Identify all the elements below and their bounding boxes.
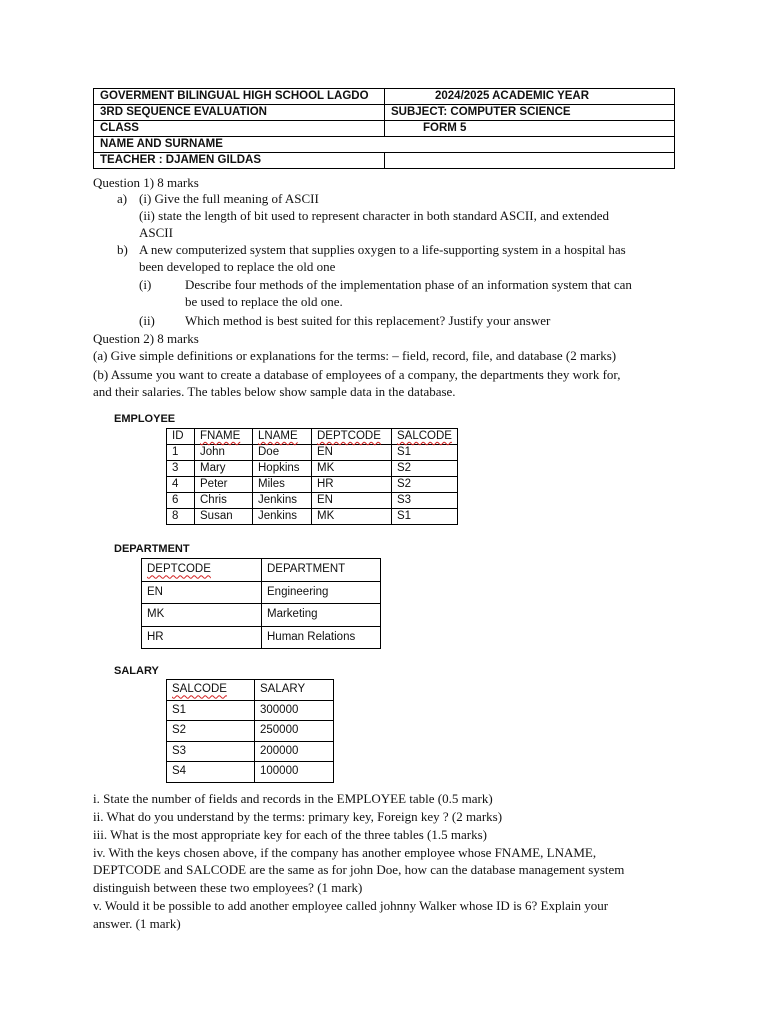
q2-b-line1: (b) Assume you want to create a database of employees of a company, the departments they work for, [93,367,621,382]
table-cell: Marketing [262,604,381,627]
teacher-blank [385,153,675,169]
question1-title: Question 1) 8 marks [93,175,199,190]
department-table-label: DEPARTMENT [114,543,190,555]
table-row [167,721,334,742]
table-header-row [142,559,381,582]
column-header: FNAME [195,429,253,445]
q1-b-line2: been developed to replace the old one [139,259,336,274]
table-cell: S3 [392,493,458,509]
table-cell: 8 [167,509,195,525]
column-header: DEPARTMENT [262,559,381,582]
sub-question-iv-line3: distinguish between these two employees? (1 mark) [93,880,363,895]
table-cell: Chris [195,493,253,509]
table-row [142,626,381,649]
table-cell: Jenkins [253,493,312,509]
question2-title: Question 2) 8 marks [93,331,199,346]
school-name: GOVERMENT BILINGUAL HIGH SCHOOL LAGDO [94,89,385,105]
table-cell: Engineering [262,581,381,604]
table-cell: HR [312,477,392,493]
table-row [167,445,458,461]
table-cell: Human Relations [262,626,381,649]
table-cell: S2 [167,721,255,742]
table-header-row [167,680,334,701]
department-table [141,558,381,649]
table-cell: 4 [167,477,195,493]
table-cell: S3 [167,741,255,762]
q1-b-ii-marker: (ii) [139,313,155,328]
table-cell: S1 [392,509,458,525]
table-cell: S4 [167,762,255,783]
q1-a-i: (i) Give the full meaning of ASCII [139,191,319,206]
table-row [167,700,334,721]
table-cell: Jenkins [253,509,312,525]
sequence-title: 3RD SEQUENCE EVALUATION [94,105,385,121]
q1-b-line1: A new computerized system that supplies oxygen to a life-supporting system in a hospital has [139,242,626,257]
class-label: CLASS [94,121,385,137]
table-row [142,581,381,604]
table-cell: 250000 [255,721,334,742]
table-row [167,493,458,509]
table-cell: Hopkins [253,461,312,477]
q1-a-ii-line2: ASCII [139,225,173,240]
sub-question-ii: ii. What do you understand by the terms: primary key, Foreign key ? (2 marks) [93,809,503,824]
form-label: FORM 5 [385,121,675,137]
salary-table [166,679,334,783]
employee-table [166,428,458,525]
q2-a: (a) Give simple definitions or explanations for the terms: – field, record, file, and database (2 marks) [93,348,617,363]
table-cell: 100000 [255,762,334,783]
q1-b-i-marker: (i) [139,277,152,292]
table-row [167,741,334,762]
table-row [167,509,458,525]
header-table [93,88,675,169]
table-cell: John [195,445,253,461]
q1-a-ii-line1: (ii) state the length of bit used to represent character in both standard ASCII, and extended [139,208,610,223]
table-cell: EN [312,445,392,461]
table-header-row [167,429,458,445]
q1-b-i-line1: Describe four methods of the implementation phase of an information system that can [185,277,632,292]
column-header: SALCODE [392,429,458,445]
table-cell: 200000 [255,741,334,762]
table-cell: 1 [167,445,195,461]
column-header: ID [167,429,195,445]
column-header: SALARY [255,680,334,701]
salary-table-label: SALARY [114,665,159,677]
q1-b-i-line2: be used to replace the old one. [185,294,343,309]
q1-b-marker: b) [117,242,128,257]
column-header: DEPTCODE [142,559,262,582]
table-row [142,604,381,627]
table-cell: Doe [253,445,312,461]
employee-table-label: EMPLOYEE [114,413,176,425]
q1-a-marker: a) [117,191,128,206]
sub-question-v-line1: v. Would it be possible to add another employee called johnny Walker whose ID is 6? Explain your [93,898,609,913]
table-cell: Susan [195,509,253,525]
teacher-label: TEACHER : DJAMEN GILDAS [94,153,385,169]
table-cell: Mary [195,461,253,477]
table-cell: S1 [392,445,458,461]
table-row [167,477,458,493]
table-row [167,762,334,783]
q1-b-ii: Which method is best suited for this replacement? Justify your answer [185,313,551,328]
table-cell: MK [142,604,262,627]
sub-question-v-line2: answer. (1 mark) [93,916,181,931]
table-cell: EN [142,581,262,604]
sub-question-iv-line1: iv. With the keys chosen above, if the company has another employee whose FNAME, LNAME, [93,845,597,860]
table-row [167,461,458,477]
q2-b-line2: and their salaries. The tables below show sample data in the database. [93,384,456,399]
table-cell: MK [312,461,392,477]
table-cell: EN [312,493,392,509]
academic-year: 2024/2025 ACADEMIC YEAR [385,89,675,105]
table-cell: S2 [392,477,458,493]
table-cell: 3 [167,461,195,477]
table-cell: S2 [392,461,458,477]
sub-question-i: i. State the number of fields and records in the EMPLOYEE table (0.5 mark) [93,791,493,806]
column-header: LNAME [253,429,312,445]
column-header: DEPTCODE [312,429,392,445]
subject: SUBJECT: COMPUTER SCIENCE [385,105,675,121]
sub-question-iii: iii. What is the most appropriate key for each of the three tables (1.5 marks) [93,827,487,842]
table-cell: MK [312,509,392,525]
column-header: SALCODE [167,680,255,701]
table-cell: 6 [167,493,195,509]
sub-question-iv-line2: DEPTCODE and SALCODE are the same as for john Doe, how can the database management system [93,862,625,877]
table-cell: S1 [167,700,255,721]
table-cell: Peter [195,477,253,493]
name-surname-label: NAME AND SURNAME [94,137,675,153]
table-cell: Miles [253,477,312,493]
table-cell: HR [142,626,262,649]
table-cell: 300000 [255,700,334,721]
